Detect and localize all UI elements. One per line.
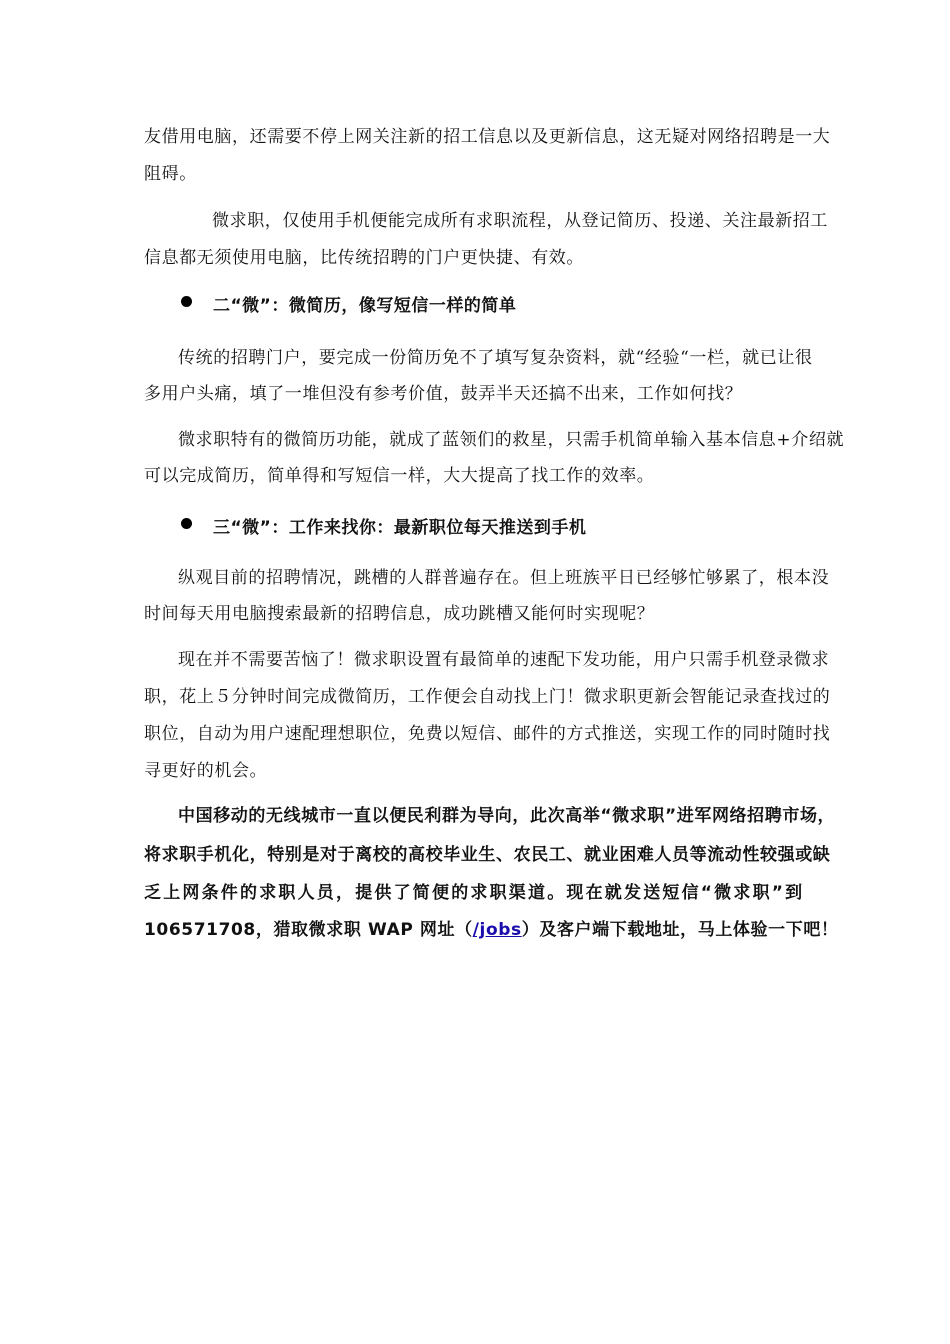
paragraph-7-line-4-start: 106571708，猎取微求职 WAP 网址（	[144, 920, 473, 940]
paragraph-5-line-1: 纵观目前的招聘情况，跳槽的人群普遍存在。但上班族平日已经够忙够累了，根本没	[178, 568, 830, 588]
section-heading-2: 二“微”：微简历，像写短信一样的简单	[213, 296, 517, 316]
paragraph-1-line-1: 友借用电脑，还需要不停上网关注新的招工信息以及更新信息，这无疑对网络招聘是一大	[144, 127, 831, 147]
paragraph-7-line-1: 中国移动的无线城市一直以便民利群为导向，此次高举“微求职”进军网络招聘市场，	[178, 806, 836, 826]
paragraph-7-line-3: 乏上网条件的求职人员，提供了简便的求职渠道。现在就发送短信“微求职”到	[144, 883, 805, 903]
paragraph-3-line-1: 传统的招聘门户，要完成一份简历免不了填写复杂资料，就“经验“一栏，就已让很	[178, 348, 813, 368]
paragraph-6-line-1: 现在并不需要苦恼了！微求职设置有最简单的速配下发功能，用户只需手机登录微求	[178, 650, 830, 670]
paragraph-7-line-4	[144, 920, 839, 940]
paragraph-6-line-2: 职，花上５分钟时间完成微简历，工作便会自动找上门！微求职更新会智能记录查找过的	[144, 687, 831, 707]
paragraph-6-line-3: 职位，自动为用户速配理想职位，免费以短信、邮件的方式推送，实现工作的同时随时找	[144, 724, 831, 744]
paragraph-4-line-2: 可以完成简历，简单得和写短信一样，大大提高了找工作的效率。	[144, 466, 655, 486]
paragraph-1-line-2: 阻碍。	[144, 164, 197, 184]
paragraph-4-line-1: 微求职特有的微简历功能，就成了蓝领们的救星，只需手机简单输入基本信息+介绍就	[178, 430, 845, 450]
bullet-dot-icon	[181, 296, 192, 307]
paragraph-7-line-2: 将求职手机化，特别是对于离校的高校毕业生、农民工、就业困难人员等流动性较强或缺	[144, 845, 831, 865]
paragraph-2-line-2: 信息都无须使用电脑，比传统招聘的门户更快捷、有效。	[144, 248, 584, 268]
paragraph-5-line-2: 时间每天用电脑搜索最新的招聘信息，成功跳槽又能何时实现呢？	[144, 604, 655, 624]
paragraph-6-line-4: 寻更好的机会。	[144, 761, 268, 781]
section-heading-3: 三“微”：工作来找你：最新职位每天推送到手机	[213, 518, 587, 538]
jobs-link[interactable]: /jobs	[472, 920, 522, 940]
paragraph-7-line-4-end: ）及客户端下载地址，马上体验一下吧！	[521, 920, 839, 940]
paragraph-3-line-2: 多用户头痛，填了一堆但没有参考价值，鼓弄半天还搞不出来，工作如何找？	[144, 384, 743, 404]
paragraph-2-line-1: 微求职，仅使用手机便能完成所有求职流程，从登记简历、投递、关注最新招工	[212, 211, 828, 231]
bullet-dot-icon	[181, 518, 192, 529]
